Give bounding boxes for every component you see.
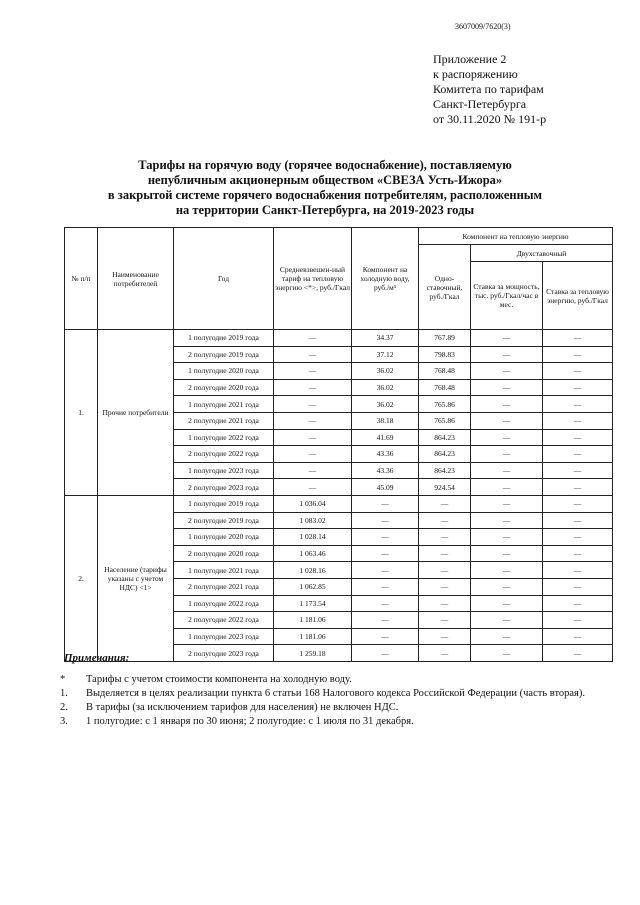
energy-rate-cell: —	[543, 379, 613, 396]
group-name: Население (тарифы указаны с учетом НДС) <1>	[98, 495, 174, 661]
period-cell: 1 полугодие 2020 года	[174, 529, 274, 546]
header-cold-water: Компонент на холодную воду, руб./м³	[352, 228, 419, 330]
period-cell: 2 полугодие 2020 года	[174, 379, 274, 396]
header-year: Год	[174, 228, 274, 330]
power-rate-cell: —	[471, 545, 543, 562]
one-rate-cell: —	[419, 512, 471, 529]
power-rate-cell: —	[471, 595, 543, 612]
one-rate-cell: —	[419, 529, 471, 546]
energy-rate-cell: —	[543, 429, 613, 446]
header-energy-rate: Ставка за тепловую энергию, руб./Гкал	[543, 262, 613, 330]
title-line: непубличным акционерным обществом «СВЕЗА Усть-Ижора»	[147, 173, 503, 187]
energy-rate-cell: —	[543, 612, 613, 629]
period-cell: 2 полугодие 2020 года	[174, 545, 274, 562]
appendix-line: Комитета по тарифам	[433, 82, 544, 96]
cold-water-cell: —	[352, 512, 419, 529]
energy-rate-cell: —	[543, 529, 613, 546]
one-rate-cell: —	[419, 495, 471, 512]
period-cell: 2 полугодие 2019 года	[174, 346, 274, 363]
tariff-table	[64, 227, 613, 662]
title-line: на территории Санкт-Петербурга, на 2019-2023 годы	[175, 203, 475, 217]
header-consumer: Наименование потребителей	[98, 228, 174, 330]
appendix-block	[433, 52, 546, 127]
cold-water-cell: 43.36	[352, 462, 419, 479]
cold-water-cell: 36.02	[352, 379, 419, 396]
period-cell: 1 полугодие 2021 года	[174, 396, 274, 413]
avg-tariff-cell: —	[274, 462, 352, 479]
avg-tariff-cell: 1 083.02	[274, 512, 352, 529]
avg-tariff-cell: —	[274, 396, 352, 413]
energy-rate-cell: —	[543, 446, 613, 463]
avg-tariff-cell: 1 036.04	[274, 495, 352, 512]
note-text: Тарифы с учетом стоимости компонента на холодную воду.	[86, 674, 352, 685]
avg-tariff-cell: —	[274, 330, 352, 347]
note-mark: 1.	[60, 688, 68, 699]
cold-water-cell: —	[352, 645, 419, 662]
header-num: № п/п	[65, 228, 98, 330]
note-item	[60, 673, 585, 687]
note-item	[60, 701, 585, 715]
cold-water-cell: —	[352, 612, 419, 629]
one-rate-cell: 924.54	[419, 479, 471, 496]
one-rate-cell: —	[419, 612, 471, 629]
avg-tariff-cell: —	[274, 479, 352, 496]
power-rate-cell: —	[471, 479, 543, 496]
one-rate-cell: —	[419, 562, 471, 579]
one-rate-cell: —	[419, 595, 471, 612]
avg-tariff-cell: —	[274, 379, 352, 396]
energy-rate-cell: —	[543, 396, 613, 413]
document-number: 3607009/7620(3)	[455, 22, 511, 31]
avg-tariff-cell: —	[274, 346, 352, 363]
group-number: 2.	[65, 495, 98, 661]
one-rate-cell: 768.48	[419, 363, 471, 380]
header-two-rate: Двухставочный	[471, 245, 613, 262]
energy-rate-cell: —	[543, 512, 613, 529]
period-cell: 2 полугодие 2023 года	[174, 645, 274, 662]
power-rate-cell: —	[471, 446, 543, 463]
energy-rate-cell: —	[543, 562, 613, 579]
group-name: Прочие потребители	[98, 330, 174, 496]
power-rate-cell: —	[471, 330, 543, 347]
cold-water-cell: 36.02	[352, 396, 419, 413]
avg-tariff-cell: 1 063.46	[274, 545, 352, 562]
energy-rate-cell: —	[543, 462, 613, 479]
note-text: В тарифы (за исключением тарифов для населения) не включен НДС.	[86, 702, 399, 713]
header-power-rate: Ставка за мощность, тыс. руб./Гкал/час в мес.	[471, 262, 543, 330]
energy-rate-cell: —	[543, 412, 613, 429]
cold-water-cell: —	[352, 495, 419, 512]
period-cell: 2 полугодие 2019 года	[174, 512, 274, 529]
notes-list	[60, 673, 585, 729]
period-cell: 2 полугодие 2021 года	[174, 578, 274, 595]
appendix-line: к распоряжению	[433, 67, 518, 81]
cold-water-cell: —	[352, 545, 419, 562]
energy-rate-cell: —	[543, 330, 613, 347]
period-cell: 1 полугодие 2022 года	[174, 429, 274, 446]
period-cell: 1 полугодие 2021 года	[174, 562, 274, 579]
energy-rate-cell: —	[543, 479, 613, 496]
avg-tariff-cell: 1 028.14	[274, 529, 352, 546]
avg-tariff-cell: 1 028.16	[274, 562, 352, 579]
cold-water-cell: 37.12	[352, 346, 419, 363]
period-cell: 1 полугодие 2023 года	[174, 462, 274, 479]
energy-rate-cell: —	[543, 545, 613, 562]
one-rate-cell: 765.86	[419, 396, 471, 413]
avg-tariff-cell: —	[274, 363, 352, 380]
period-cell: 1 полугодие 2019 года	[174, 330, 274, 347]
avg-tariff-cell: —	[274, 412, 352, 429]
energy-rate-cell: —	[543, 363, 613, 380]
power-rate-cell: —	[471, 529, 543, 546]
avg-tariff-cell: 1 173.54	[274, 595, 352, 612]
power-rate-cell: —	[471, 612, 543, 629]
one-rate-cell: 768.48	[419, 379, 471, 396]
title-line: Тарифы на горячую воду (горячее водоснабжение), поставляемую	[138, 158, 512, 172]
avg-tariff-cell: —	[274, 446, 352, 463]
power-rate-cell: —	[471, 578, 543, 595]
one-rate-cell: 765.86	[419, 412, 471, 429]
power-rate-cell: —	[471, 512, 543, 529]
period-cell: 1 полугодие 2020 года	[174, 363, 274, 380]
one-rate-cell: 864.23	[419, 462, 471, 479]
power-rate-cell: —	[471, 396, 543, 413]
one-rate-cell: —	[419, 545, 471, 562]
power-rate-cell: —	[471, 645, 543, 662]
note-mark: 3.	[60, 716, 68, 727]
cold-water-cell: 38.18	[352, 412, 419, 429]
avg-tariff-cell: 1 181.06	[274, 628, 352, 645]
header-one-rate: Одно-ставочный, руб./Гкал	[419, 245, 471, 330]
period-cell: 1 полугодие 2019 года	[174, 495, 274, 512]
power-rate-cell: —	[471, 495, 543, 512]
note-item	[60, 687, 585, 701]
energy-rate-cell: —	[543, 578, 613, 595]
one-rate-cell: —	[419, 645, 471, 662]
power-rate-cell: —	[471, 412, 543, 429]
cold-water-cell: —	[352, 628, 419, 645]
header-heat-component: Компонент на тепловую энергию	[419, 228, 613, 245]
cold-water-cell: 41.69	[352, 429, 419, 446]
cold-water-cell: —	[352, 595, 419, 612]
cold-water-cell: 36.02	[352, 363, 419, 380]
power-rate-cell: —	[471, 562, 543, 579]
cold-water-cell: —	[352, 529, 419, 546]
power-rate-cell: —	[471, 429, 543, 446]
avg-tariff-cell: —	[274, 429, 352, 446]
power-rate-cell: —	[471, 462, 543, 479]
energy-rate-cell: —	[543, 628, 613, 645]
appendix-line: Приложение 2	[433, 52, 507, 66]
note-mark: *	[60, 674, 66, 685]
period-cell: 1 полугодие 2022 года	[174, 595, 274, 612]
notes-heading: Примечания:	[64, 652, 130, 664]
period-cell: 2 полугодие 2021 года	[174, 412, 274, 429]
one-rate-cell: 767.89	[419, 330, 471, 347]
energy-rate-cell: —	[543, 495, 613, 512]
power-rate-cell: —	[471, 363, 543, 380]
period-cell: 2 полугодие 2022 года	[174, 612, 274, 629]
period-cell: 2 полугодие 2023 года	[174, 479, 274, 496]
note-text: 1 полугодие: с 1 января по 30 июня; 2 полугодие: с 1 июля по 31 декабря.	[86, 716, 414, 727]
power-rate-cell: —	[471, 346, 543, 363]
table-row	[65, 330, 613, 347]
cold-water-cell: 34.37	[352, 330, 419, 347]
document-title	[90, 158, 560, 218]
note-item	[60, 715, 585, 729]
energy-rate-cell: —	[543, 645, 613, 662]
one-rate-cell: —	[419, 628, 471, 645]
cold-water-cell: —	[352, 578, 419, 595]
title-line: в закрытой системе горячего водоснабжения потребителям, расположенным	[107, 188, 543, 202]
energy-rate-cell: —	[543, 595, 613, 612]
avg-tariff-cell: 1 259.18	[274, 645, 352, 662]
one-rate-cell: —	[419, 578, 471, 595]
note-mark: 2.	[60, 702, 68, 713]
header-avg-tariff: Средневзвешен-ный тариф на тепловую энергию <*>, руб./Гкал	[274, 228, 352, 330]
note-text: Выделяется в целях реализации пункта 6 статьи 168 Налогового кодекса Российской Федерации (часть вторая).	[86, 688, 586, 699]
power-rate-cell: —	[471, 628, 543, 645]
cold-water-cell: 43.36	[352, 446, 419, 463]
period-cell: 2 полугодие 2022 года	[174, 446, 274, 463]
appendix-line: Санкт-Петербурга	[433, 97, 527, 111]
one-rate-cell: 864.23	[419, 446, 471, 463]
one-rate-cell: 864.23	[419, 429, 471, 446]
avg-tariff-cell: 1 181.06	[274, 612, 352, 629]
one-rate-cell: 798.83	[419, 346, 471, 363]
cold-water-cell: 45.09	[352, 479, 419, 496]
avg-tariff-cell: 1 062.85	[274, 578, 352, 595]
cold-water-cell: —	[352, 562, 419, 579]
appendix-line: от 30.11.2020 № 191-р	[433, 112, 547, 126]
energy-rate-cell: —	[543, 346, 613, 363]
table-row	[65, 495, 613, 512]
period-cell: 1 полугодие 2023 года	[174, 628, 274, 645]
group-number: 1.	[65, 330, 98, 496]
power-rate-cell: —	[471, 379, 543, 396]
